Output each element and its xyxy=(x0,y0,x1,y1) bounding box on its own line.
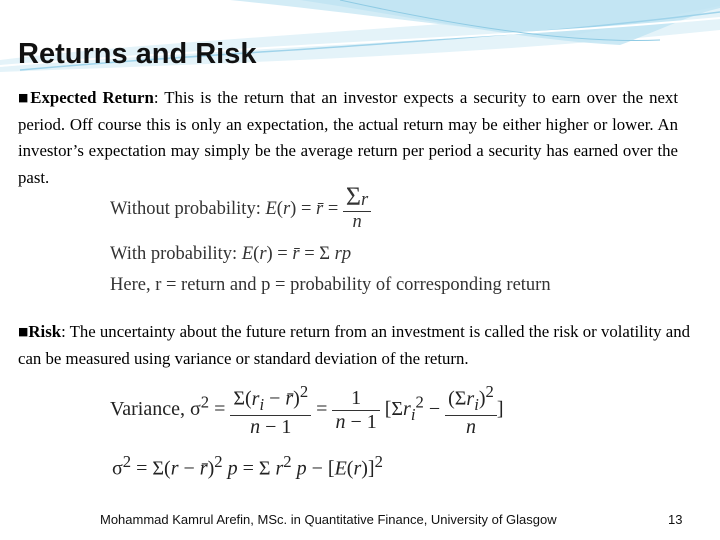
without-probability-label: Without probability: xyxy=(110,198,261,219)
risk-text: : The uncertainty about the future return from an investment is called the risk or volatility and can be measured using variance or standard deviation of the return. xyxy=(18,322,690,368)
square-bullet-icon: ■ xyxy=(18,325,29,338)
variance-formula: Variance, $\sigma^2$ = $\frac{\Sigma(r_i - r̄)^2}{n - 1}$ = $\frac{1}{n - 1}$ [$\Sigma r_i^2$ − $\frac{(\Sigma r_i)^2}{n}$ ] xyxy=(110,382,504,438)
expected-return-paragraph xyxy=(18,85,678,191)
footer-author: Mohammad Kamrul Arefin, MSc. in Quantitative Finance, University of Glasgow xyxy=(100,512,557,527)
mean-fraction: $\frac{\Sigma r}{n}$ xyxy=(343,186,371,233)
expected-return-text: : This is the return that an investor expects a security to earn over the next period. Off course this is only an expectation, the actual return may be either higher or lower. An investor’s expectation may simply be the average return per period a security has earned over the past. xyxy=(18,88,678,187)
square-bullet-icon: ■ xyxy=(18,91,31,104)
variance-fraction-2: $\frac{1}{n - 1}$ xyxy=(332,387,379,434)
risk-lead: Risk xyxy=(28,322,62,341)
with-probability-label: With probability: xyxy=(110,244,238,264)
formula-definitions: Here, r = return and p = probability of corresponding return xyxy=(110,275,551,295)
page-number: 13 xyxy=(668,512,683,527)
expected-return-lead: Expected Return xyxy=(30,88,154,107)
variance-fraction-1: $\frac{\Sigma(r_i - r̄)^2}{n - 1}$ xyxy=(230,382,311,439)
variance-label: Variance, xyxy=(110,397,185,420)
risk-paragraph xyxy=(18,319,690,372)
formula-with-probability: With probability: E(r) = r̄ = Σ rp xyxy=(110,244,352,264)
formula-without-probability: Without probability: E(r) = r̄ = $\frac{\Sigma r}{n}$ xyxy=(110,186,371,233)
variance-probability-formula: $\sigma^2 = \Sigma(r$ − r̄)$^2$ p = Σ $r^2$ $p - [E(r)]^2$ xyxy=(112,452,383,480)
slide-title: Returns and Risk xyxy=(18,38,257,70)
variance-fraction-3: $\frac{(\Sigma r_i)^2}{n}$ xyxy=(445,382,497,439)
